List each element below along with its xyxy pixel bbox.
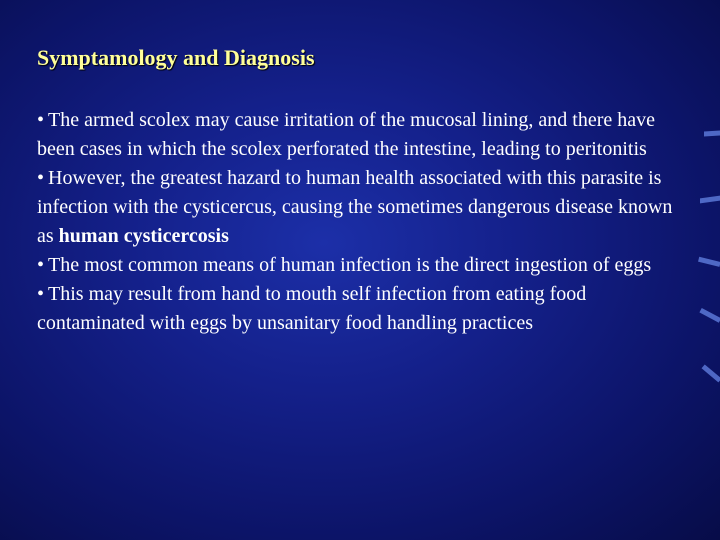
decorative-dash bbox=[704, 130, 720, 136]
bullet-icon: • bbox=[37, 254, 45, 276]
slide-title: Symptamology and Diagnosis bbox=[37, 45, 315, 70]
decorative-dash bbox=[698, 257, 720, 267]
bullet-text: The armed scolex may cause irritation of the mucosal lining, and there have been cases in which the scolex perforated the intestine, leading to peritonitis bbox=[37, 109, 656, 160]
bold-term: human cysticercosis bbox=[58, 225, 229, 247]
bullet-text: However, the greatest hazard to human health associated with this parasite is infection with the cysticercus, causing the sometimes dangerous disease known as bbox=[37, 167, 673, 247]
decorative-dash bbox=[702, 364, 720, 382]
bullet-text: This may result from hand to mouth self infection from eating food contaminated with eggs by unsanitary food handling practices bbox=[37, 283, 587, 334]
bullet-item bbox=[37, 251, 677, 280]
bullet-text: The most common means of human infection is the direct ingestion of eggs bbox=[48, 254, 652, 276]
decorative-dash bbox=[699, 308, 720, 323]
bullet-icon: • bbox=[37, 283, 45, 305]
decorative-dash bbox=[700, 196, 720, 204]
bullet-icon: • bbox=[37, 109, 45, 131]
bullet-list bbox=[37, 106, 677, 338]
bullet-item bbox=[37, 164, 677, 251]
bullet-item bbox=[37, 280, 677, 338]
bullet-item bbox=[37, 106, 677, 164]
bullet-icon: • bbox=[37, 167, 45, 189]
